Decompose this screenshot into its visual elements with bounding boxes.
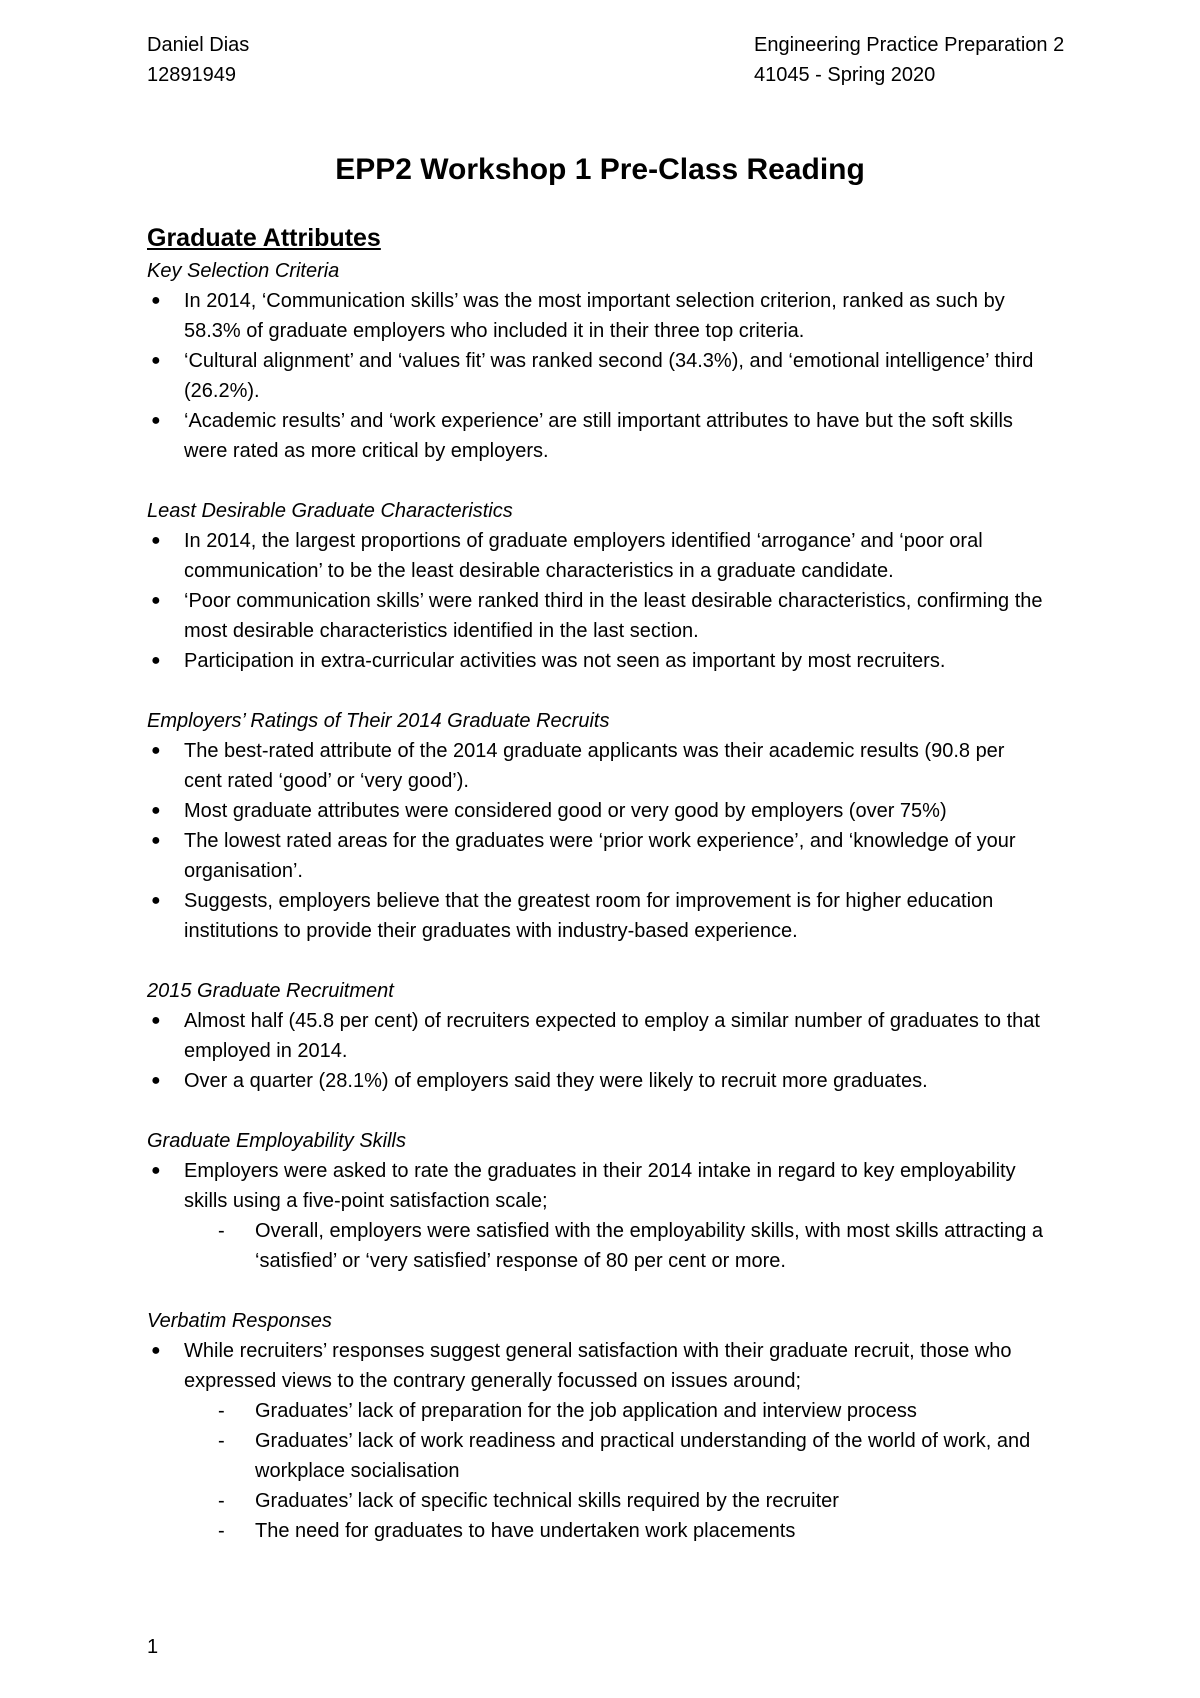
dash-icon: -: [218, 1220, 225, 1242]
student-id: 12891949: [147, 64, 236, 86]
bullet-icon: ●: [151, 1072, 161, 1089]
dash-icon: -: [218, 1490, 225, 1512]
dash-text: Graduates’ lack of preparation for the job application and interview process: [255, 1400, 917, 1422]
subsection-heading: Verbatim Responses: [147, 1310, 332, 1332]
course-name: Engineering Practice Preparation 2: [754, 34, 1065, 56]
subsection-heading: Key Selection Criteria: [147, 260, 340, 282]
dash-text: Graduates’ lack of specific technical skills required by the recruiter: [255, 1490, 839, 1512]
bullet-icon: ●: [151, 892, 161, 909]
subsection: [147, 706, 1047, 946]
page-header: [147, 30, 1092, 90]
bullet-text: ‘Cultural alignment’ and ‘values fit’ was ranked second (34.3%), and ‘emotional intelligence’ third (26.2%).: [184, 350, 1034, 402]
bullet-item: [147, 1066, 1047, 1096]
bullet-icon: ●: [151, 742, 161, 759]
bullet-icon: ●: [151, 802, 161, 819]
bullet-item: [147, 406, 1047, 466]
subsections-container: [147, 256, 1047, 1546]
bullet-text: Almost half (45.8 per cent) of recruiters expected to employ a similar number of graduates to that employed in 2014.: [184, 1010, 1040, 1062]
header-left: [147, 30, 249, 90]
bullet-text: ‘Poor communication skills’ were ranked third in the least desirable characteristics, confirming the most desirable characteristics identified in the last section.: [184, 590, 1043, 642]
subsection: [147, 256, 1047, 466]
bullet-item: [147, 286, 1047, 346]
dash-icon: -: [218, 1430, 225, 1452]
bullet-text: The best-rated attribute of the 2014 graduate applicants was their academic results (90.8 per cent rated ‘good’ or ‘very good’).: [184, 740, 1005, 792]
document-title: EPP2 Workshop 1 Pre-Class Reading: [335, 153, 865, 186]
bullet-icon: ●: [151, 352, 161, 369]
dash-item: [218, 1426, 1047, 1486]
bullet-item: [147, 796, 1047, 826]
bullet-list: [147, 1156, 1047, 1276]
subsection-heading: Least Desirable Graduate Characteristics: [147, 500, 513, 522]
bullet-list: [147, 526, 1047, 676]
bullet-list: [147, 1006, 1047, 1096]
bullet-item: [147, 1336, 1047, 1546]
bullet-item: [147, 736, 1047, 796]
page-number: 1: [147, 1636, 159, 1658]
dash-item: [218, 1516, 1047, 1546]
subsection: [147, 1126, 1047, 1276]
author-name: Daniel Dias: [147, 34, 250, 56]
bullet-text: In 2014, the largest proportions of graduate employers identified ‘arrogance’ and ‘poor oral communication’ to be the least desirable characteristics in a graduate candidate.: [184, 530, 983, 582]
dash-icon: -: [218, 1520, 225, 1542]
subsection-heading: 2015 Graduate Recruitment: [147, 980, 394, 1002]
bullet-list: [147, 1336, 1047, 1546]
subsection: [147, 1306, 1047, 1546]
dash-item: [218, 1396, 1047, 1426]
bullet-text: The lowest rated areas for the graduates were ‘prior work experience’, and ‘knowledge of your organisation’.: [184, 830, 1016, 882]
dash-text: The need for graduates to have undertaken work placements: [255, 1520, 796, 1542]
bullet-item: [147, 1006, 1047, 1066]
subsection: [147, 976, 1047, 1096]
bullet-text: In 2014, ‘Communication skills’ was the most important selection criterion, ranked as such by 58.3% of graduate employers who included it in their three top criteria.: [184, 290, 1005, 342]
bullet-list: [147, 736, 1047, 946]
bullet-icon: ●: [151, 532, 161, 549]
bullet-icon: ●: [151, 832, 161, 849]
dash-item: [218, 1486, 1047, 1516]
document-body: [147, 220, 1047, 1576]
bullet-icon: ●: [151, 592, 161, 609]
bullet-icon: ●: [151, 1012, 161, 1029]
course-code: 41045 - Spring 2020: [754, 64, 936, 86]
dash-icon: -: [218, 1400, 225, 1422]
subsection-heading: Graduate Employability Skills: [147, 1130, 406, 1152]
bullet-list: [147, 286, 1047, 466]
bullet-icon: ●: [151, 1162, 161, 1179]
bullet-text: Most graduate attributes were considered good or very good by employers (over 75%): [184, 800, 947, 822]
dash-text: Overall, employers were satisfied with the employability skills, with most skills attracting a ‘satisfied’ or ‘very satisfied’ response of 80 per cent or more.: [255, 1220, 1044, 1272]
bullet-icon: ●: [151, 652, 161, 669]
bullet-item: [147, 886, 1047, 946]
bullet-item: [147, 826, 1047, 886]
bullet-item: [147, 1156, 1047, 1276]
bullet-text: Participation in extra-curricular activities was not seen as important by most recruiters.: [184, 650, 946, 672]
dash-text: Graduates’ lack of work readiness and practical understanding of the world of work, and workplace socialisation: [255, 1430, 1031, 1482]
bullet-item: [147, 586, 1047, 646]
bullet-text: Over a quarter (28.1%) of employers said they were likely to recruit more graduates.: [184, 1070, 928, 1092]
bullet-item: [147, 646, 1047, 676]
bullet-text: While recruiters’ responses suggest general satisfaction with their graduate recruit, those who expressed views to the contrary generally focussed on issues around;: [184, 1340, 1012, 1392]
dash-item: [218, 1216, 1047, 1276]
subsection: [147, 496, 1047, 676]
bullet-item: [147, 526, 1047, 586]
bullet-text: ‘Academic results’ and ‘work experience’ are still important attributes to have but the soft skills were rated as more critical by employers.: [184, 410, 1013, 462]
bullet-icon: ●: [151, 412, 161, 429]
section-heading: Graduate Attributes: [147, 224, 381, 252]
subsection-heading: Employers’ Ratings of Their 2014 Graduate Recruits: [147, 710, 610, 732]
dash-list: [147, 1216, 1047, 1276]
bullet-text: Employers were asked to rate the graduates in their 2014 intake in regard to key employability skills using a five-point satisfaction scale;: [184, 1160, 1016, 1212]
bullet-text: Suggests, employers believe that the greatest room for improvement is for higher education institutions to provide their graduates with industry-based experience.: [184, 890, 994, 942]
dash-list: [147, 1396, 1047, 1546]
bullet-icon: ●: [151, 292, 161, 309]
header-right: [754, 30, 1064, 90]
bullet-item: [147, 346, 1047, 406]
bullet-icon: ●: [151, 1342, 161, 1359]
